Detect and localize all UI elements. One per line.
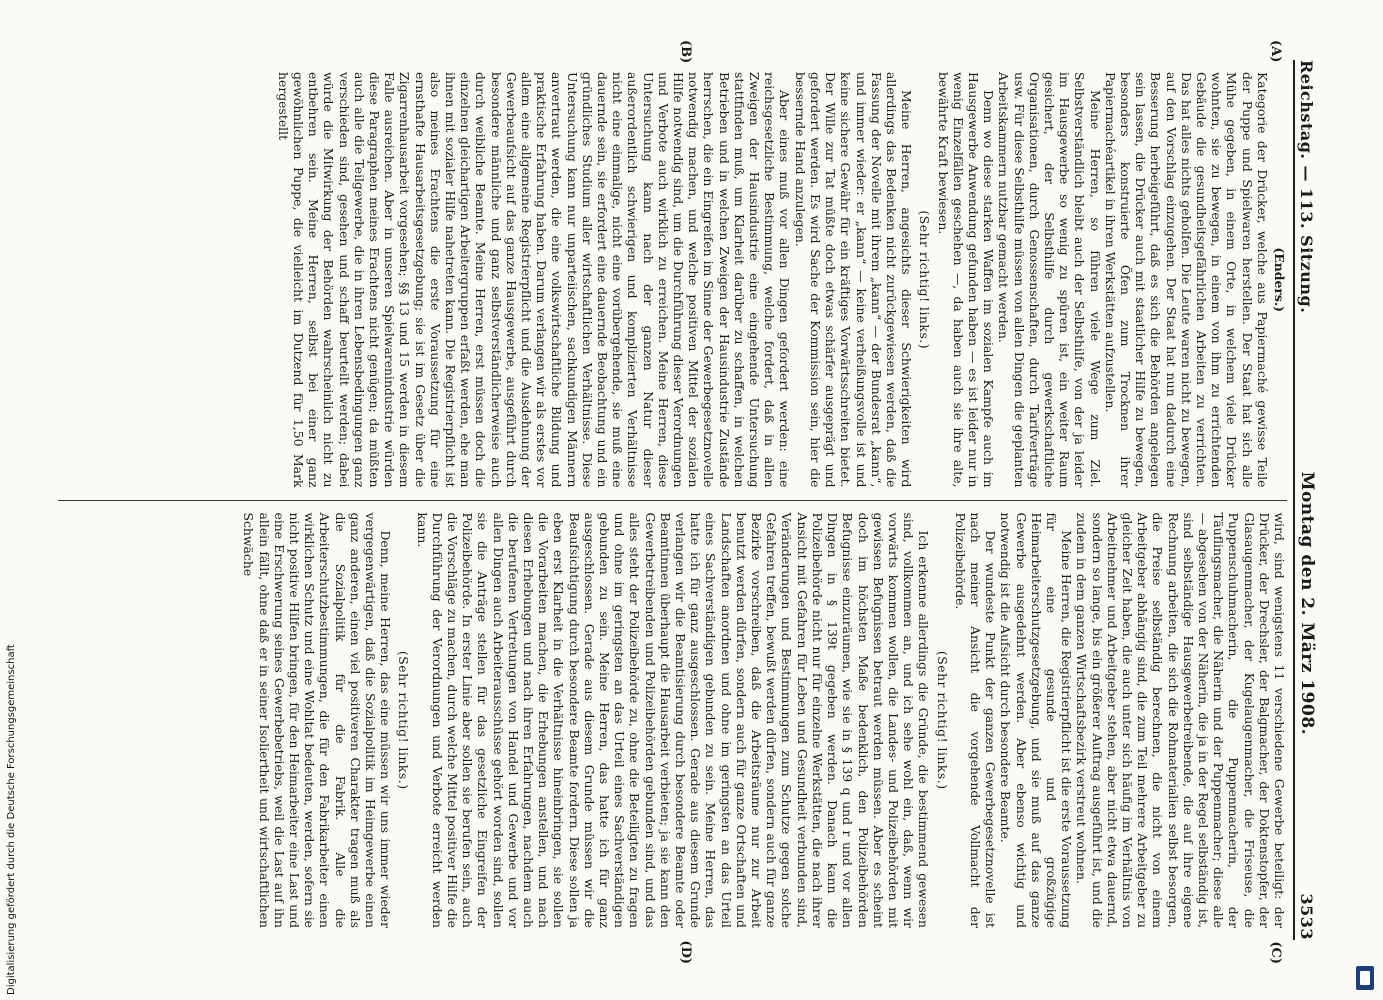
interjection: (Sehr richtig! links.) bbox=[934, 650, 950, 790]
paragraph: Denn, meine Herren, das eine müssen wir uns immer wieder vergegenwärtigen, daß die Sozialpolitik im Heimgewerbe einen ganz anderen, einen viel positiveren Charakter tragen muß als die Sozialpolitik für die Fabrik. Alle die Arbeiterschutzbestimmungen, die für den Fabrikarbeiter einen wirklichen Schutz und eine Wohltat bedeuten, werden, sofern sie nicht positive Hilfen bringen, für den Heimarbeiter eine Last und eine Erschwerung seines Gewerbebetriebs, weil die Last auf ihn allein fällt, ohne daß er in seiner Isoliertheit und wirtschaftlichen Schwäche bbox=[241, 512, 394, 928]
page-header bbox=[1297, 60, 1325, 940]
margin-marker-a: (A) bbox=[1268, 40, 1283, 63]
interjection: (Sehr richtig! links.) bbox=[917, 210, 933, 350]
text-columns bbox=[58, 60, 1287, 940]
digitization-note-text: Digitalisierung gefördert durch die Deutsche Forschungsgemeinschaft bbox=[6, 644, 17, 995]
paragraph: Ich erkenne allerdings die Gründe, die bestimmend gewesen sind, vollkommen an, und ich sehe wohl ein, daß, wenn wir vorwärts kommen wollen, die Landes- und Polizeibehörden mit gewissen Befugnissen betraut werden müssen. Aber es scheint doch im höchsten Maße bedenklich, den Polizeibehörden Befugnisse einzuräumen, wie sie in § 139 q und r und vor allen Dingen in § 139t gegeben werden. Danach kann die Polizeibehörde nicht nur für einzelne Werkstätten, die nach ihrer Ansicht mit Gefahren für Leben und Gesundheit verbunden sind, Veränderungen und Bestimmungen zum Schutze gegen solche Gefahren treffen, bewußt werden dürfen, sondern auch für ganze Bezirke vorschreiben, daß die Arbeitsräume nur zur Arbeit benutzt werden dürfen, sondern auch für ganze Ortschaften und Landschaften anordnen und ohne im geringsten an das Urteil eines Sachverständigen gebunden zu sein. Meine Herren, das hatte ich für ganz ausgeschlossen. Gerade aus diesem Grunde verlangen wir die Beamtisierung durch besondere Beamte oder Beamtinnen überhaupt die Hausarbeit verbieten; ja sie kann den Gewerbetreibenden und Polizeibehörden gebunden sind, und das alles steht der Polizeibehörde zu, ohne die Beteiligten zu fragen und ohne im geringsten an das Urteil eines Sachverständigen gebunden zu sein. Meine Herren, das hatte ich für ganz ausgeschlossen. Gerade aus diesem Grunde müssen wir die Beaufsichtigung durch besondere Beamte fordern. Diese sollen ja eben erst Klarheit in die Verhältnisse hineinbringen, sie sollen die Vorarbeiten machen, die Erhebungen anstellen, und nach diesen Erhebungen und nach ihren Erfahrungen, nachdem auch die berufenen Vertretungen von Handel und Gewerbe und vor allen Dingen auch Arbeiterausschüsse gehört worden sind, sollen sie die Anträge stellen für das gesetzliche Eingreifen der Polizeibehörde. In erster Linie aber sollen sie berufen sein, auch die Vorschläge zu machen, durch welche Mittel positiver Hilfe die Durchführung der Verordnungen und Verbote erreicht werden kann. bbox=[414, 512, 932, 928]
margin-marker-c: (C) bbox=[1268, 941, 1283, 964]
paragraph: Meine Herren, so führen viele Wege zum Ziel. Selbstverständlich bleibt auch der Selbsthilfe, von der ja leider im Hausgewerbe so wenig zu spüren ist, ein weiter Raum gesichert, der Selbsthilfe durch gewerkschaftliche Organisationen, durch Genossenschaften, durch Tarifverträge usw. Für diese Selbsthilfe müssen von allen Dingen die geplanten Arbeitskammern nutzbar gemacht werden. bbox=[996, 72, 1103, 488]
paragraph: Kategorie der Drücker, welche aus Papiermaché gewisse Teile der Puppe und Spielwaren herstellen. Der Staat hat sich alle Mühe gegeben, in einem Orte, in welchem viele Drücker wohnten, sie zu bewegen, in einem von ihm zu errichtenden Gebäude die gesundheitsgefährlichen Arbeiten zu verrichten. Das hat alles nichts geholfen. Die Leute waren nicht zu bewegen, auf den Vorschlag einzugehen. Der Staat hat nun dadurch eine Besserung herbeigeführt, daß es sich die Behörden angelegen sein lassen, die Drücker auch mit staatlicher Hilfe zu bewegen, besonders konstruierte Öfen zum Trocknen ihrer Papiermachéartikel in ihren Werkstätten aufzustellen. bbox=[1102, 72, 1270, 488]
paragraph: Der wundeste Punkt der ganzen Gewerbegesetznovelle ist nach meiner Ansicht die vorgehende Vollmacht der Polizeibehörde. bbox=[952, 512, 999, 928]
left-column bbox=[58, 60, 1287, 500]
speaker-name: (Enders.) bbox=[1272, 247, 1287, 313]
paragraph: Aber eines muß vor allen Dingen gefordert werden: eine reichsgesetzliche Bestimmung, welche fordert, daß in allen Zweigen der Hausindustrie eine eingehende Untersuchung stattfinden muß, um Klarheit darüber zu schaffen, in welchen Betrieben und in welchen Zweigen der Hausindustrie Zustände herrschen, die ein Eingreifen im Sinne der Gewerbegesetznovelle notwendig machen, und welche positiven Mittel der sozialen Hilfe notwendig sind, um die Durchführung dieser Verordnungen und Verbote auch wirklich zu erreichen. Meine Herren, diese Untersuchung kann nach der ganzen Natur dieser außerordentlich schwierigen und komplizierten Verhältnisse nicht eine einmalige, nicht eine vorübergehende, sie muß eine dauernde sein, sie erfordert eine dauernde Beobachtung und ein gründliches Studium aller wirtschaftlichen Verhältnisse. Diese Untersuchung kann nur unparteiischen, sachkundigen Männern anvertraut werden, die eine volkswirtschaftliche Bildung und praktische Erfahrung haben. Darum verlangen wir als erstes vor allem eine allgemeine Registrierpflicht und die Ausdehnung der Gewerbeaufsicht auf das ganze Hausgewerbe, ausgeführt durch besondere männliche und ganz selbstverständlicherweise auch durch weibliche Beamte. Meine Herren, erst müssen doch die einzelnen gleichartigen Arbeitergruppen erfaßt werden, ehe man ihnen mit sozialer Hilfe nahetreten kann. Die Registrierpflicht ist also meines Erachtens die erste Voraussetzung für eine ernsthafte Hausarbeitsgesetzgebung; sie ist im Gesetz über die Zigarrenhausarbeit vorgesehen; §§ 13 und 15 werden in diesem Falle ausreichen. Aber in unseren Spielwarenindustrie würden diese Paragraphen meines Erachtens nicht genügen; da müßten auch alle die Teilgewerbe, die in ihren Lebensbedingungen ganz verschieden sind, gesehen und schaff beurteilt werden; dabei würde die Mitwirkung der Behörden wahrscheinlich nicht zu entbehren sein. Meine Herren, selbst bei einer ganz gewöhnlichen Puppe, die vielleicht im Dutzend für 1,50 Mark hergestellt bbox=[275, 72, 793, 488]
right-column bbox=[58, 501, 1287, 941]
margin-marker-d: (D) bbox=[678, 940, 693, 964]
header-left: Reichstag. — 113. Sitzung. bbox=[1297, 60, 1316, 314]
paragraph: Meine Herren, die Registrierpflicht ist die erste Voraussetzung für eine gesunde und großzügige Heimarbeiterschutzgesetzgebung, und sie muß auf das ganze Gewerbe ausgedehnt werden. Aber ebenso wichtig und notwendig ist die Aufsicht durch besondere Beamte. bbox=[998, 512, 1075, 928]
interjection: (Sehr richtig! links.) bbox=[396, 650, 412, 790]
paragraph: Meine Herren, angesichts dieser Schwierigkeiten wird allerdings das Bedenken nicht zurückgewiesen werden, daß die Fassung der Novelle mit ihrem „kann“ — der Bundesrat „kann“, und immer wieder: er „kann“ — keine verheißungsvolle ist und keine sichere Gewähr für ein kräftiges Vorwärtsschreiten bietet. Der Wille zur Tat müßte doch etwas schärfer ausgeprägt und gefordert werden. Es wird Sache der Kommission sein, hier die bessernde Hand anzulegen. bbox=[792, 72, 915, 488]
header-center: Montag den 2. März 1908. bbox=[1297, 471, 1317, 736]
paragraph: wird, sind wenigstens 11 verschiedene Gewerbe beteiligt: der Drücker, der Drechsler, der Balgmacher, der Doktenstopfer, der Glasaugenmacher, der Kugelaugenmacher, die Friseuse, die Puppenschuhmacherin, die Puppenmacherin, der Täuflingsmacher, die Näherin und der Puppenmacher; diese alle — abgesehen von der Näherin, die ja in der Regel selbständig ist, sind selbständige Hausgewerbetreibende, die auf ihre eigene Rechnung arbeiten, die sich die Rohmaterialien selbst besorgen, die Preise selbständig berechnen, die nicht von einem Arbeitgeber abhängig sind, die zum Teil mehrere Arbeitgeber zu gleicher Zeit haben, die auch unter sich häufig im Verhältnis von Arbeitnehmer und Arbeitgeber stehen, aber nicht etwa dauernd, sondern so lange, bis ein größerer Auftrag ausgeführt ist, und die zudem in dem ganzen Wirtschaftsbezirk verstreut wohnen. bbox=[1074, 512, 1287, 928]
page-number: 3533 bbox=[1297, 893, 1316, 940]
digitization-note bbox=[6, 600, 20, 995]
dfg-logo-icon bbox=[1356, 966, 1374, 990]
margin-marker-b: (B) bbox=[678, 40, 693, 64]
header-rule bbox=[1293, 60, 1295, 940]
paragraph: Denn wo diese starken Waffen im sozialen Kampfe auch im Hausgewerbe Anwendung gefunden haben — es ist leider nur in wenig Einzelfällen geschehen —, da haben auch sie ihre alte, bewährte Kraft bewiesen. bbox=[935, 72, 997, 488]
